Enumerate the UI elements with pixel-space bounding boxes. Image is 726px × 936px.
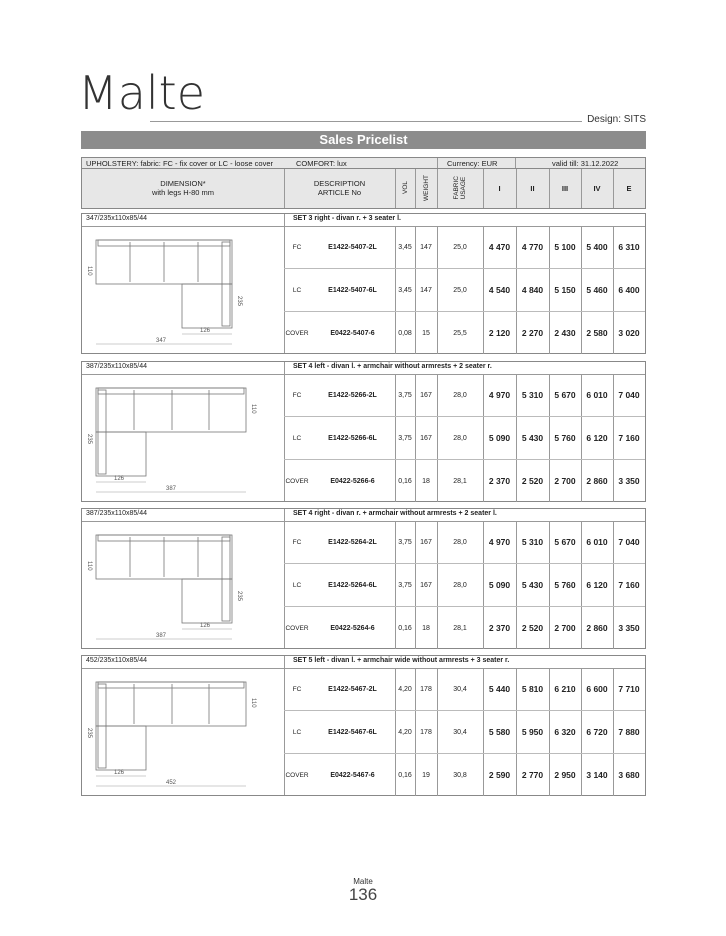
article-number: E0422-5264-6 bbox=[330, 624, 375, 632]
price-grade-4: 6 720 bbox=[586, 727, 608, 737]
dim-width: 387 bbox=[166, 486, 177, 492]
volume: 3,75 bbox=[398, 434, 412, 442]
volume: 3,75 bbox=[398, 391, 412, 399]
weight: 18 bbox=[422, 477, 430, 485]
article-number: E1422-5467-6L bbox=[328, 728, 377, 736]
price-grade-4: 3 140 bbox=[586, 770, 608, 780]
section-dimension: 452/235x110x85/44 bbox=[86, 657, 147, 664]
section-dimension: 387/235x110x85/44 bbox=[86, 363, 147, 370]
dim-seat: 126 bbox=[114, 476, 125, 482]
price-grade-4: 6 120 bbox=[586, 580, 608, 590]
weight: 167 bbox=[420, 434, 432, 442]
article-number: E1422-5467-2L bbox=[328, 685, 377, 693]
grade-header-5: E bbox=[626, 183, 632, 193]
price-grade-1: 2 120 bbox=[488, 328, 511, 338]
design-credit: Design: SITS bbox=[587, 114, 646, 125]
price-row bbox=[284, 668, 645, 710]
price-grade-3: 2 700 bbox=[554, 623, 576, 633]
price-grade-4: 2 580 bbox=[586, 328, 608, 338]
grade-header-2: II bbox=[530, 183, 535, 193]
cover-type: FC bbox=[292, 391, 302, 399]
price-grade-3: 5 100 bbox=[554, 242, 576, 252]
fabric-usage: 25,0 bbox=[453, 243, 467, 251]
dim-width: 347 bbox=[156, 338, 167, 344]
weight: 147 bbox=[420, 286, 432, 294]
fabric-usage: 25,0 bbox=[453, 286, 467, 294]
price-grade-3: 2 950 bbox=[554, 770, 576, 780]
price-grade-4: 5 400 bbox=[586, 242, 608, 252]
price-grade-4: 2 860 bbox=[586, 476, 608, 486]
price-grade-4: 6 010 bbox=[586, 537, 608, 547]
volume: 0,16 bbox=[398, 771, 412, 779]
price-grade-5: 7 160 bbox=[618, 433, 640, 443]
weight-header: WEIGHT bbox=[422, 175, 430, 201]
cover-type: LC bbox=[292, 286, 302, 294]
price-grade-1: 2 370 bbox=[488, 623, 511, 633]
price-grade-1: 5 580 bbox=[488, 727, 511, 737]
price-grade-1: 4 470 bbox=[488, 242, 511, 252]
article-number: E1422-5407-2L bbox=[328, 243, 377, 251]
cover-type: COVER bbox=[285, 624, 309, 632]
price-grade-3: 2 700 bbox=[554, 476, 576, 486]
fabric-usage: 28,0 bbox=[453, 391, 467, 399]
section-2 bbox=[81, 361, 646, 502]
price-row bbox=[284, 417, 645, 459]
currency-info: Currency: EUR bbox=[447, 159, 498, 168]
volume: 3,75 bbox=[398, 538, 412, 546]
price-grade-5: 6 310 bbox=[618, 242, 640, 252]
price-grade-2: 5 810 bbox=[521, 684, 544, 694]
price-grade-5: 3 680 bbox=[618, 770, 640, 780]
fabric-usage: 30,4 bbox=[453, 685, 467, 693]
price-grade-1: 2 370 bbox=[488, 476, 511, 486]
dimension-header: DIMENSION* with legs H-80 mm bbox=[151, 179, 215, 197]
price-grade-2: 2 770 bbox=[521, 770, 544, 780]
cover-type: LC bbox=[292, 728, 302, 736]
section-1 bbox=[81, 213, 646, 354]
volume: 0,16 bbox=[398, 624, 412, 632]
price-grade-5: 7 880 bbox=[618, 727, 640, 737]
sofa-drawing bbox=[82, 521, 284, 649]
section-4 bbox=[81, 655, 646, 796]
price-row bbox=[284, 269, 645, 311]
fabric-usage: 28,0 bbox=[453, 581, 467, 589]
volume: 3,75 bbox=[398, 581, 412, 589]
price-grade-3: 2 430 bbox=[554, 328, 576, 338]
price-grade-1: 5 090 bbox=[488, 580, 511, 590]
price-row bbox=[284, 460, 645, 502]
column-headers bbox=[81, 169, 646, 209]
volume: 4,20 bbox=[398, 685, 412, 693]
dim-depth: 235 bbox=[236, 591, 242, 602]
price-grade-2: 2 520 bbox=[521, 623, 544, 633]
dim-depth: 235 bbox=[236, 296, 242, 307]
fabric-usage: 28,0 bbox=[453, 538, 467, 546]
price-grade-3: 5 670 bbox=[554, 390, 576, 400]
price-grade-5: 6 400 bbox=[618, 285, 640, 295]
cover-type: FC bbox=[292, 685, 302, 693]
price-grade-2: 2 270 bbox=[521, 328, 544, 338]
sofa-drawing bbox=[82, 668, 284, 796]
cover-type: COVER bbox=[285, 477, 309, 485]
price-grade-5: 3 350 bbox=[618, 476, 640, 486]
price-row bbox=[284, 521, 645, 563]
fabric-usage: 28,0 bbox=[453, 434, 467, 442]
weight: 167 bbox=[420, 391, 432, 399]
dim-seat: 126 bbox=[114, 770, 125, 776]
price-grade-5: 7 040 bbox=[618, 537, 640, 547]
price-grade-3: 5 760 bbox=[554, 433, 576, 443]
dim-width: 452 bbox=[166, 780, 177, 786]
fabric-usage: 30,8 bbox=[453, 771, 467, 779]
volume: 4,20 bbox=[398, 728, 412, 736]
description-header: DESCRIPTION ARTICLE No bbox=[313, 179, 366, 197]
dim-height: 110 bbox=[250, 698, 256, 708]
section-dimension: 387/235x110x85/44 bbox=[86, 510, 147, 517]
price-grade-1: 4 970 bbox=[488, 390, 511, 400]
cover-type: LC bbox=[292, 434, 302, 442]
weight: 178 bbox=[420, 728, 432, 736]
volume: 0,16 bbox=[398, 477, 412, 485]
dim-depth: 235 bbox=[86, 434, 92, 445]
weight: 18 bbox=[422, 624, 430, 632]
article-number: E1422-5266-2L bbox=[328, 391, 377, 399]
article-number: E0422-5467-6 bbox=[330, 771, 375, 779]
price-grade-2: 5 310 bbox=[521, 390, 544, 400]
info-row bbox=[81, 157, 646, 169]
price-grade-2: 2 520 bbox=[521, 476, 544, 486]
price-grade-2: 5 310 bbox=[521, 537, 544, 547]
price-row bbox=[284, 312, 645, 354]
sofa-drawing bbox=[82, 226, 284, 354]
dim-height: 110 bbox=[250, 404, 256, 414]
dim-height: 110 bbox=[86, 266, 92, 276]
cover-type: FC bbox=[292, 243, 302, 251]
article-number: E1422-5266-6L bbox=[328, 434, 377, 442]
article-number: E0422-5266-6 bbox=[330, 477, 375, 485]
price-grade-5: 3 350 bbox=[618, 623, 640, 633]
footer-name: Malte bbox=[353, 877, 373, 886]
price-row bbox=[284, 374, 645, 416]
design-divider bbox=[150, 121, 582, 122]
price-row bbox=[284, 754, 645, 796]
article-number: E1422-5264-2L bbox=[328, 538, 377, 546]
price-grade-4: 6 600 bbox=[586, 684, 608, 694]
weight: 167 bbox=[420, 581, 432, 589]
cover-type: LC bbox=[292, 581, 302, 589]
dim-height: 110 bbox=[86, 561, 92, 571]
grade-header-1: I bbox=[498, 183, 501, 193]
article-number: E0422-5407-6 bbox=[330, 329, 375, 337]
cover-type: FC bbox=[292, 538, 302, 546]
comfort-info: COMFORT: lux bbox=[296, 159, 347, 168]
fabric-usage: 28,1 bbox=[453, 624, 467, 632]
price-grade-4: 5 460 bbox=[586, 285, 608, 295]
price-grade-1: 5 090 bbox=[488, 433, 511, 443]
section-name: SET 3 right - divan r. + 3 seater l. bbox=[293, 215, 401, 222]
volume: 3,45 bbox=[398, 286, 412, 294]
price-grade-1: 4 970 bbox=[488, 537, 511, 547]
grade-header-4: IV bbox=[593, 183, 601, 193]
price-grade-5: 7 160 bbox=[618, 580, 640, 590]
price-grade-5: 7 040 bbox=[618, 390, 640, 400]
page-number: 136 bbox=[348, 885, 378, 904]
sofa-drawing bbox=[82, 374, 284, 502]
price-row bbox=[284, 607, 645, 649]
volume: 3,45 bbox=[398, 243, 412, 251]
fabric-usage: 30,4 bbox=[453, 728, 467, 736]
weight: 19 bbox=[422, 771, 430, 779]
weight: 167 bbox=[420, 538, 432, 546]
volume: 0,08 bbox=[398, 329, 412, 337]
price-grade-1: 5 440 bbox=[488, 684, 511, 694]
price-grade-3: 6 210 bbox=[554, 684, 576, 694]
price-row bbox=[284, 711, 645, 753]
grade-header-3: III bbox=[561, 183, 569, 193]
fabric-usage: 25,5 bbox=[453, 329, 467, 337]
price-grade-2: 5 430 bbox=[521, 580, 544, 590]
weight: 178 bbox=[420, 685, 432, 693]
dim-seat: 126 bbox=[200, 328, 211, 334]
price-grade-4: 6 120 bbox=[586, 433, 608, 443]
price-grade-2: 5 430 bbox=[521, 433, 544, 443]
cover-type: COVER bbox=[285, 329, 309, 337]
price-row bbox=[284, 226, 645, 268]
valid-info: valid till: 31.12.2022 bbox=[552, 159, 619, 168]
price-grade-2: 5 950 bbox=[521, 727, 544, 737]
section-name: SET 4 right - divan r. + armchair without armrests + 2 seater l. bbox=[293, 510, 497, 517]
dim-width: 387 bbox=[156, 633, 167, 639]
price-grade-5: 3 020 bbox=[618, 328, 640, 338]
pricelist-title: Sales Pricelist bbox=[81, 131, 646, 149]
fabric-usage-header: FABRIC USAGE bbox=[453, 176, 467, 200]
vol-header: VOL bbox=[401, 181, 409, 195]
price-grade-1: 2 590 bbox=[488, 770, 511, 780]
upholstery-info: UPHOLSTERY: fabric: FC - fix cover or LC - loose cover bbox=[86, 159, 273, 168]
price-grade-5: 7 710 bbox=[618, 684, 640, 694]
price-grade-3: 5 760 bbox=[554, 580, 576, 590]
price-grade-3: 5 670 bbox=[554, 537, 576, 547]
dim-seat: 126 bbox=[200, 623, 211, 629]
price-grade-1: 4 540 bbox=[488, 285, 511, 295]
price-row bbox=[284, 564, 645, 606]
price-grade-2: 4 770 bbox=[521, 242, 544, 252]
brand-title: Malte bbox=[78, 66, 205, 120]
price-grade-2: 4 840 bbox=[521, 285, 544, 295]
price-grade-3: 6 320 bbox=[554, 727, 576, 737]
section-3 bbox=[81, 508, 646, 649]
section-name: SET 4 left - divan l. + armchair without armrests + 2 seater r. bbox=[293, 363, 492, 370]
weight: 147 bbox=[420, 243, 432, 251]
weight: 15 bbox=[422, 329, 430, 337]
price-grade-3: 5 150 bbox=[554, 285, 576, 295]
cover-type: COVER bbox=[285, 771, 309, 779]
price-grade-4: 6 010 bbox=[586, 390, 608, 400]
section-dimension: 347/235x110x85/44 bbox=[86, 215, 147, 222]
dim-depth: 235 bbox=[86, 728, 92, 739]
article-number: E1422-5264-6L bbox=[328, 581, 377, 589]
section-name: SET 5 left - divan l. + armchair wide without armrests + 3 seater r. bbox=[293, 657, 510, 664]
article-number: E1422-5407-6L bbox=[328, 286, 377, 294]
price-grade-4: 2 860 bbox=[586, 623, 608, 633]
fabric-usage: 28,1 bbox=[453, 477, 467, 485]
